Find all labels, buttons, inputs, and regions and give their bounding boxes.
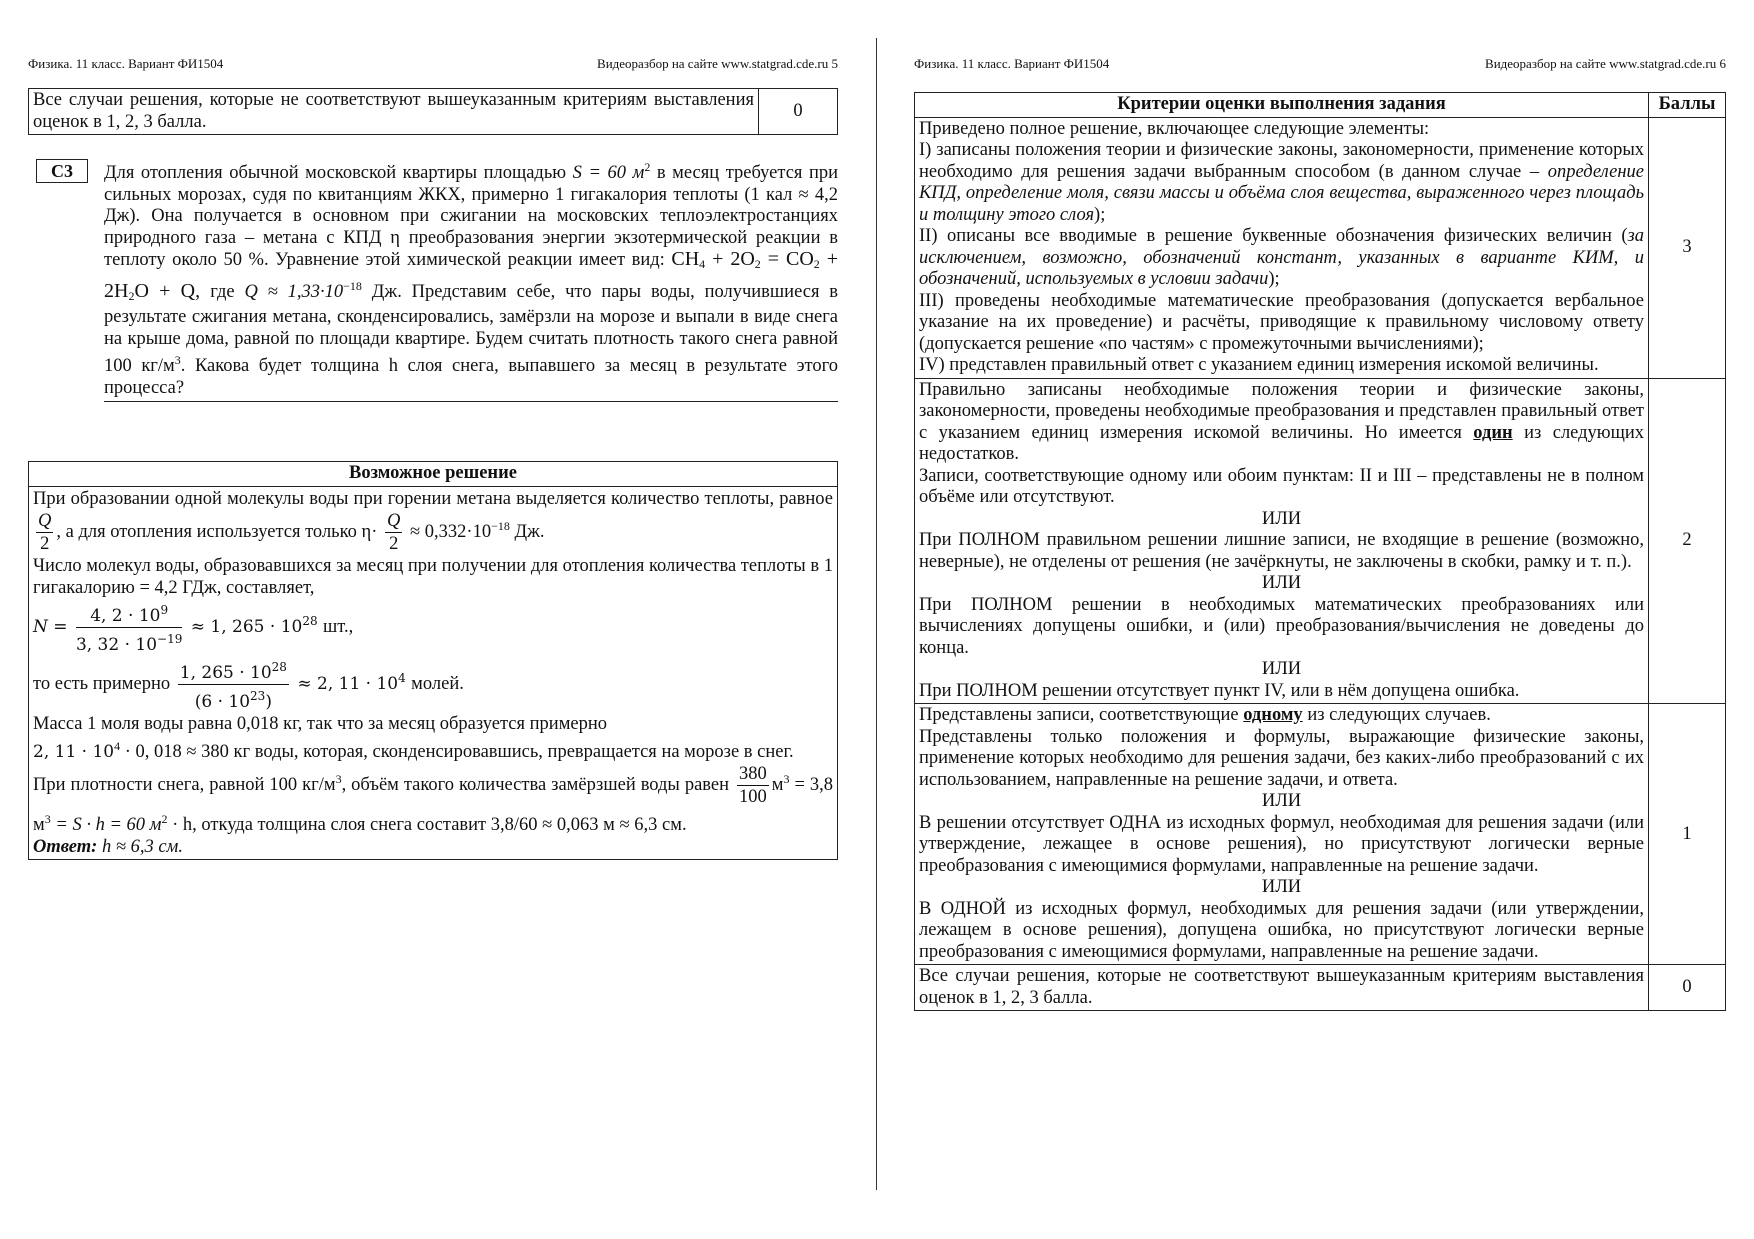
line: В решении отсутствует ОДНА из исходных формул, необходимая для решения задачи (или утверждение, лежащее в основе решения), но присутствуют логически верные преобразования с имеющимися формулами, направленные на решение задачи.	[919, 812, 1644, 876]
line: из следующих случаев.	[1307, 705, 1491, 725]
zero-score-value: 0	[759, 89, 838, 135]
sub: 2	[813, 257, 820, 271]
sol-1d: Дж.	[514, 521, 545, 542]
sol-7b: = S · h = 60 м	[55, 814, 162, 835]
or-label: ИЛИ	[1261, 573, 1302, 593]
sub: 4	[699, 257, 706, 271]
answer-label: Ответ:	[33, 836, 98, 857]
points-1: 1	[1649, 704, 1726, 965]
or-label: ИЛИ	[1261, 877, 1302, 897]
formula-n: N = $\frac{4, 2 \cdot 10^9}{3, 32 \cdot 10^{-19}}$ ≈ 1, $265 \cdot 10^{28}$	[33, 617, 323, 637]
points-3: 3	[1649, 117, 1726, 378]
page-header-right: Видеоразбор на сайте www.statgrad.cde.ru 6	[1485, 56, 1726, 71]
sol-6b: , объём такого количества замёрзшей воды равен	[341, 774, 730, 795]
sup: 28	[271, 659, 287, 674]
num: 4, 2 · 10	[90, 605, 161, 626]
task-text-1: Для отопления обычной московской квартиры площадью	[104, 163, 567, 183]
line: Представлены только положения и формулы, выражающие физические законы, применение которых необходимо для решения задачи, без каких-либо преобразований с их использованием, направленные на решение задачи, и ответа.	[919, 726, 1644, 790]
criteria-row-2	[915, 378, 1726, 704]
den: 2	[389, 533, 399, 554]
line: III) проведены необходимые математические преобразования (допускается вербальное указание на их проведение) и расчёты, приводящие к правильному числовому ответу (допускается решение «по частям» с промежуточными вычислениями);	[919, 290, 1644, 354]
line: II) описаны все вводимые в решение буквенные обозначения физических величин (	[919, 226, 1628, 246]
sup: 3	[44, 811, 51, 826]
sol-7c: · h, откуда толщина слоя снега составит 3,8/60 ≈ 0,063 м ≈ 6,3 см.	[172, 814, 687, 835]
line: из следующих недостатков.	[919, 422, 1645, 464]
line: При ПОЛНОМ решении в необходимых математических преобразованиях или вычислениях допущены ошибки, и (или) преобразования/вычисления не доведены до конца.	[919, 594, 1644, 658]
line: Правильно записаны необходимые положения теории и физические законы, закономерности, проведены необходимые преобразования и представлен правильный ответ с указанием единиц измерения искомой величины. Но имеется	[919, 379, 1644, 443]
page-header-left: Физика. 11 класс. Вариант ФИ1504	[28, 56, 224, 71]
res: ≈ 2, 11 · 10	[297, 673, 399, 694]
sup: 4	[398, 670, 406, 685]
sol-5b: · 0, 018 ≈ 380 кг воды, которая, сконденсировавшись, превращается на морозе в снег.	[124, 741, 794, 762]
solution-table	[28, 461, 838, 860]
line: I) записаны положения теории и физические законы, закономерности, применение которых необходимо для решения задачи выбранным способом (в данном случае –	[919, 140, 1644, 182]
criteria-text: Все случаи решения, которые не соответствуют вышеуказанным критериям выставления оценок в 1, 2, 3 балла.	[915, 965, 1649, 1011]
line: При ПОЛНОМ решении отсутствует пункт IV, или в нём допущена ошибка.	[919, 680, 1520, 701]
sol-7: = 3,8 м	[33, 774, 834, 835]
fraction-q-2b	[385, 510, 402, 555]
fraction-q-2	[36, 510, 53, 555]
task-text-2: в месяц требуется при сильных морозах, судя по квитанциям ЖКХ, примерно 1 гигакалория теплоты (1 кал ≈ 4,2 Дж). Она получается в основном при сжигании на московских теплоэлектростанциях природного газа – метана с КПД η преобразования энергии экзотермической реакции в теплоту около 50 %. Уравнение этой химической реакции имеет вид:	[104, 163, 839, 270]
or-label: ИЛИ	[1261, 659, 1302, 679]
task-underline	[104, 401, 838, 402]
sup: 3	[174, 353, 181, 367]
sup: 3	[335, 771, 342, 786]
unit: м	[771, 774, 784, 795]
line: Представлены записи, соответствующие	[919, 705, 1239, 725]
sup: −19	[157, 631, 183, 646]
col-criteria: Критерии оценки выполнения задания	[915, 93, 1649, 118]
line: IV) представлен правильный ответ с указанием единиц измерения искомой величины.	[919, 355, 1599, 375]
den: 3, 32 · 10	[75, 634, 158, 655]
sol-5a: 2, 11 · 10	[33, 741, 115, 762]
sup: 23	[250, 688, 266, 703]
eq-part: + 2H	[104, 248, 838, 302]
sol-2: Число молекул воды, образовавшихся за месяц при получении для отопления количества теплоты в 1 гигакалорию = 4,2 ГДж, составляет,	[33, 555, 833, 598]
unit: шт.,	[323, 616, 354, 637]
sol-1c: ≈ 0,332·10	[410, 521, 492, 542]
sol-6: При плотности снега, равной 100 кг/м	[33, 774, 336, 795]
den: 100	[739, 786, 767, 807]
criteria-text	[915, 117, 1649, 378]
or-label: ИЛИ	[1261, 508, 1302, 529]
fraction-volume	[737, 763, 769, 808]
sup: −18	[491, 518, 510, 533]
eq-part: + 2O	[705, 248, 755, 270]
line: Приведено полное решение, включающее следующие элементы:	[919, 118, 1430, 139]
res: ≈ 1, 265 · 10	[190, 616, 303, 637]
line: При ПОЛНОМ правильном решении лишние записи, не входящие в решение (возможно, неверные), не отделены от решения (не зачёркнуты, не заключены в скобки, рамку и т. п.).	[919, 530, 1644, 572]
line: одному	[1243, 705, 1303, 725]
points-2: 2	[1649, 378, 1726, 704]
criteria-row-3	[915, 117, 1726, 378]
criteria-row-1	[915, 704, 1726, 965]
line: Записи, соответствующие одному или обоим пунктам: II и III – представлены не в полном объёме или отсутствуют.	[919, 465, 1644, 507]
sub: 2	[128, 288, 135, 303]
num: 380	[739, 763, 767, 784]
reaction-equation: $CH_4 + 2O_2 = CO_2 + 2H_2O + Q$,	[104, 248, 838, 303]
sup: 2	[161, 811, 168, 826]
sup: 3	[783, 771, 790, 786]
zero-score-text: Все случаи решения, которые не соответствуют вышеуказанным критериям выставления оценок в 1, 2, 3 балла.	[29, 89, 759, 135]
answer: h ≈ 6,3 см.	[101, 836, 183, 857]
q-value: Q ≈ 1,33·10	[244, 281, 344, 302]
unit: молей.	[411, 673, 464, 694]
points-0: 0	[1649, 965, 1726, 1011]
q: Q	[38, 510, 52, 531]
line: один	[1473, 422, 1513, 443]
task-area: S = 60 м	[572, 163, 645, 183]
task-label: C3	[36, 159, 88, 183]
criteria-table	[914, 92, 1726, 1011]
line: В ОДНОЙ из исходных формул, необходимых для решения задачи (или утверждении, лежащем в основе решения), допущена ошибка, но присутствуют логически верные преобразования с имеющимися формулами, направленные на решение задачи.	[919, 898, 1644, 962]
sup: 28	[302, 613, 318, 628]
eq-part: O + Q	[134, 279, 196, 302]
criteria-text	[915, 704, 1649, 965]
den: (6 · 10	[194, 691, 251, 712]
punct: );	[1094, 204, 1106, 225]
line: за исключением, возможно, обозначений констант, указанных в варианте КИМ, и обозначений, используемых в условии задачи	[919, 226, 1644, 289]
sub: 2	[754, 257, 761, 271]
sup: 2	[644, 160, 651, 174]
sup: −18	[343, 278, 362, 293]
num: 1, 265 · 10	[179, 662, 272, 683]
page-header-right: Видеоразбор на сайте www.statgrad.cde.ru 5	[597, 56, 838, 71]
solution-body	[29, 486, 838, 859]
line: определение КПД, определение моля, связи массы и объёма слоя вещества, выраженного через площадь и толщину этого слоя	[919, 161, 1645, 225]
task-text-3: Дж. Представим себе, что пары воды, получившиеся в результате сжигания метана, сконденсировались, замёрзли на морозе и выпали в виде снега на крыше дома, равной по площади квартире. Будем считать плотность такого снега равной 100 кг/м	[104, 281, 839, 376]
or-label: ИЛИ	[1261, 791, 1302, 811]
task-text: Для отопления обычной московской квартиры площадью S = 60 $м^2$ в месяц требуется при сильных морозах, судя по квитанциям ЖКХ, примерно 1 гигакалория теплоты (1 кал ≈ 4,2 Дж). Она получается в основном при сжигании на московских теплоэлектростанциях природного газа – метана с КПД η преобразования энергии экзотермической реакции в теплоту около 50 %. Уравнение этой химической реакции имеет вид: $CH_4 + 2O_2 = CO_2 + 2H_2O + Q$, где $Q \approx 1,33\cdot 10^{-18}$ Дж. Представим себе, что пары воды, получившиеся в результате сжигания метана, сконденсировались, замёрзли на морозе и выпали в виде снега на крыше дома, равной по площади квартире. Будем считать плотность такого снега равной 100 $кг/м^3$. Какова будет толщина h слоя снега, выпавшего за месяц в результате этого процесса?	[104, 160, 839, 398]
paren: )	[265, 691, 272, 712]
sol-4: Масса 1 моля воды равна 0,018 кг, так что за месяц образуется примерно	[33, 713, 608, 734]
sup: 9	[160, 602, 169, 617]
sol-1b: , а для отопления используется только η·	[56, 521, 378, 542]
eq-part: CH	[671, 248, 700, 270]
den: 2	[40, 533, 50, 554]
col-points: Баллы	[1649, 93, 1726, 118]
solution-title: Возможное решение	[29, 462, 838, 487]
task-c3	[28, 157, 838, 402]
criteria-text	[915, 378, 1649, 704]
task-text-4: . Какова будет толщина h слоя снега, выпавшего за месяц в результате этого процесса?	[104, 356, 838, 398]
punct: );	[1268, 269, 1280, 289]
criteria-row-0	[915, 965, 1726, 1011]
zero-score-row	[28, 88, 838, 135]
sol-3: то есть примерно	[33, 673, 171, 694]
page-header-left: Физика. 11 класс. Вариант ФИ1504	[914, 56, 1110, 71]
q: Q	[387, 510, 401, 531]
sol-1: При образовании одной молекулы воды при горении метана выделяется количество теплоты, равное	[33, 488, 833, 509]
eq-part: = CO	[760, 248, 814, 270]
page-divider	[876, 38, 877, 1190]
sup: 4	[114, 738, 121, 753]
